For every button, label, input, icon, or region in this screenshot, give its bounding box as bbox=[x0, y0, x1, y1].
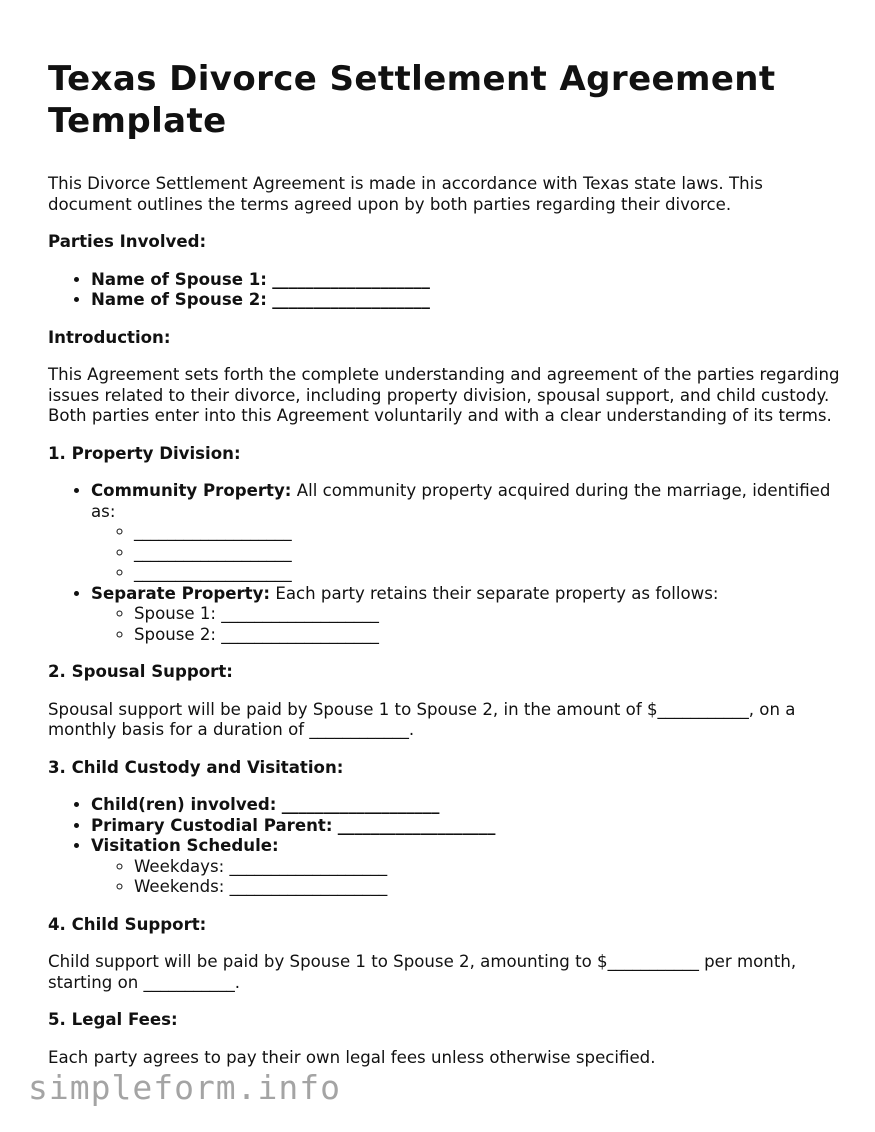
list-item bbox=[134, 563, 848, 584]
spousal-support-text: Spousal support will be paid by Spouse 1 to Spouse 2, in the amount of $___________, on a monthly basis for a duration of ____________. bbox=[48, 699, 796, 739]
list-item bbox=[91, 795, 848, 816]
property-list bbox=[48, 481, 848, 645]
spouse-1-label: Name of Spouse 1: bbox=[91, 269, 267, 289]
community-property-text: All community property acquired during the marriage, identified as: bbox=[91, 481, 831, 521]
document-page bbox=[48, 58, 848, 1085]
list-item bbox=[91, 481, 848, 584]
introduction-text: This Agreement sets forth the complete understanding and agreement of the parties regarding issues related to their divorce, including property division, spousal support, and child custody. Both parties enter into this Agreement voluntarily and with a clear understanding of its terms. bbox=[48, 365, 840, 425]
child-support-heading: 4. Child Support: bbox=[48, 914, 207, 934]
document-title: Texas Divorce Settlement Agreement Template bbox=[48, 59, 776, 141]
weekends-label: Weekends: bbox=[134, 877, 225, 896]
list-item bbox=[91, 270, 848, 291]
children-blank[interactable]: ___________________ bbox=[281, 795, 440, 814]
list-item bbox=[91, 290, 848, 311]
parties-list bbox=[48, 270, 848, 311]
spousal-support-heading: 2. Spousal Support: bbox=[48, 662, 233, 681]
list-item bbox=[134, 857, 848, 878]
community-blank-1[interactable]: ___________________ bbox=[134, 522, 292, 541]
spouse-2-label: Name of Spouse 2: bbox=[91, 290, 267, 309]
community-blank-2[interactable]: ___________________ bbox=[134, 542, 292, 562]
custody-heading: 3. Child Custody and Visitation: bbox=[48, 757, 344, 777]
custodial-parent-blank[interactable]: ___________________ bbox=[337, 815, 496, 835]
intro-paragraph: This Divorce Settlement Agreement is made in accordance with Texas state laws. This document outlines the terms agreed upon by both parties regarding their divorce. bbox=[48, 174, 763, 214]
separate-spouse-2-blank[interactable]: ___________________ bbox=[221, 624, 379, 644]
weekdays-label: Weekdays: bbox=[134, 856, 225, 876]
separate-property-text: Each party retains their separate property as follows: bbox=[275, 583, 719, 603]
children-label: Child(ren) involved: bbox=[91, 795, 277, 814]
child-support-text: Child support will be paid by Spouse 1 to Spouse 2, amounting to $___________ per month, starting on ___________. bbox=[48, 952, 797, 992]
separate-property-label: Separate Property: bbox=[91, 583, 271, 603]
legal-fees-text: Each party agrees to pay their own legal fees unless otherwise specified. bbox=[48, 1047, 656, 1067]
custody-list bbox=[48, 795, 848, 898]
list-item bbox=[134, 543, 848, 564]
list-item bbox=[91, 584, 848, 646]
list-item bbox=[134, 625, 848, 646]
separate-spouse-2-label: Spouse 2: bbox=[134, 624, 217, 644]
list-item bbox=[91, 836, 848, 898]
list-item bbox=[134, 604, 848, 625]
weekends-blank[interactable]: ___________________ bbox=[229, 877, 388, 896]
spouse-2-blank[interactable]: ___________________ bbox=[272, 290, 430, 309]
visitation-sublist bbox=[91, 857, 848, 898]
parties-heading: Parties Involved: bbox=[48, 232, 207, 251]
introduction-heading: Introduction: bbox=[48, 327, 171, 347]
list-item bbox=[91, 816, 848, 837]
list-item bbox=[134, 877, 848, 898]
separate-spouse-1-label: Spouse 1: bbox=[134, 604, 217, 623]
community-property-sublist bbox=[91, 522, 848, 584]
visitation-label: Visitation Schedule: bbox=[91, 836, 279, 855]
property-heading: 1. Property Division: bbox=[48, 443, 241, 463]
spouse-1-blank[interactable]: ___________________ bbox=[272, 269, 430, 289]
separate-property-sublist bbox=[91, 604, 848, 645]
list-item bbox=[134, 522, 848, 543]
community-property-label: Community Property: bbox=[91, 481, 292, 500]
weekdays-blank[interactable]: ___________________ bbox=[229, 856, 388, 876]
legal-fees-heading: 5. Legal Fees: bbox=[48, 1010, 178, 1029]
separate-spouse-1-blank[interactable]: ___________________ bbox=[221, 604, 379, 623]
community-blank-3[interactable]: ___________________ bbox=[134, 563, 292, 582]
custodial-parent-label: Primary Custodial Parent: bbox=[91, 815, 333, 835]
watermark: simpleform.info bbox=[28, 1068, 342, 1107]
